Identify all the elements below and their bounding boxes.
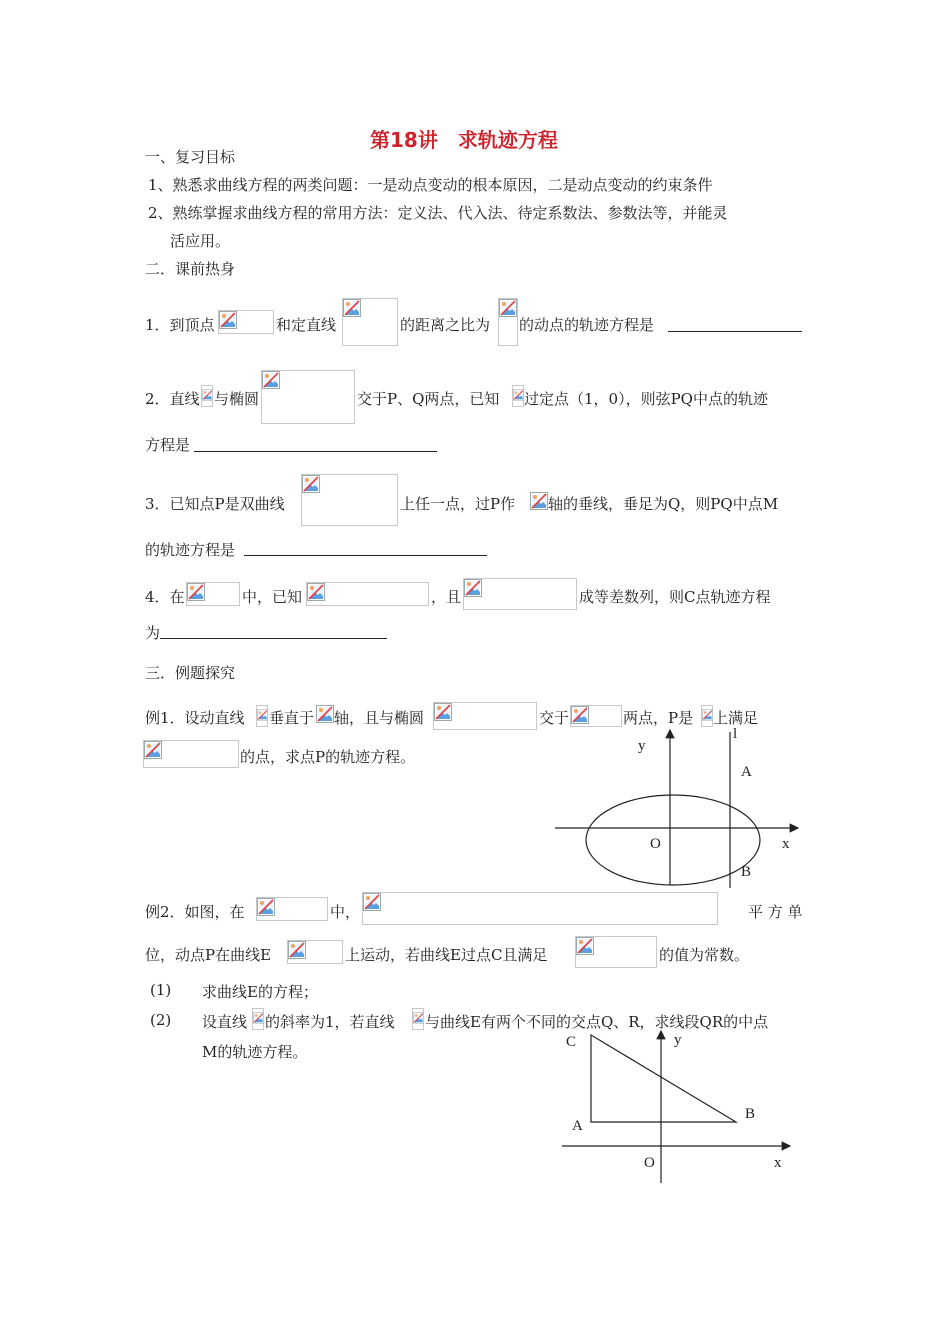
image-placeholder-icon [434, 703, 452, 721]
ellipse-figure [550, 720, 810, 890]
formula-image [342, 298, 398, 346]
q2-text-d: M的轨迹方程。 [202, 1043, 308, 1061]
formula-image [575, 936, 657, 968]
image-placeholder-icon [257, 706, 268, 724]
label-B: B [741, 864, 752, 880]
formula-image [261, 370, 355, 424]
formula-image [433, 702, 537, 730]
ex2-text-b: 中， [330, 903, 361, 921]
formula-image [463, 578, 577, 610]
ex1-text-b: 垂直于 [269, 709, 315, 727]
p1-text-c: 的距离之比为 [400, 316, 491, 334]
goal-1: 1、熟悉求曲线方程的两类问题：一是动点变动的根本原因，二是动点变动的约束条件 [148, 176, 713, 194]
image-placeholder-icon [576, 937, 594, 955]
ex2-text-e: 上运动，若曲线E过点C且满足 [345, 946, 548, 964]
formula-image [186, 582, 240, 606]
p4-text-c: ，且 [431, 588, 462, 606]
image-placeholder-icon [363, 893, 381, 911]
goal-2-line-1: 2、熟练掌握求曲线方程的常用方法：定义法、代入法、待定系数法、参数法等，并能灵 [148, 204, 728, 222]
section-2-heading: 二．课前热身 [145, 260, 236, 278]
p2-text-a: 2．直线 [145, 390, 200, 408]
p4-text-a: 4．在 [145, 588, 185, 606]
ex1-text-a: 例1．设动直线 [145, 709, 245, 727]
image-placeholder-icon [316, 705, 334, 723]
ex1-text-c: 轴，且与椭圆 [334, 709, 425, 727]
q2-text-c: 与曲线E有两个不同的交点Q、R，求线段QR的中点 [425, 1013, 769, 1031]
ex1-text-f: 上满足 [713, 709, 759, 727]
p3-text-c: 轴的垂线，垂足为Q，则PQ中点M [548, 495, 779, 513]
formula-image [512, 385, 524, 407]
answer-blank [244, 555, 487, 556]
image-placeholder-icon [187, 583, 205, 601]
ex2-text-d: 位，动点P在曲线E [145, 946, 272, 964]
p4-text-d: 成等差数列，则C点轨迹方程 [579, 588, 771, 606]
formula-image [256, 897, 328, 921]
image-placeholder-icon [253, 1009, 264, 1027]
image-placeholder-icon [513, 386, 524, 404]
formula-image [301, 474, 398, 526]
p3-text-b: 上任一点，过P作 [400, 495, 516, 513]
q1-number: (1) [150, 981, 172, 999]
label-B: B [745, 1106, 756, 1122]
page-title: 第18讲 求轨迹方程 [370, 128, 558, 152]
formula-image [256, 705, 268, 727]
ex1-text-g: 的点，求点P的轨迹方程。 [240, 748, 416, 766]
image-placeholder-icon [257, 898, 275, 916]
ex1-text-d: 交于 [539, 709, 570, 727]
label-O: O [650, 836, 661, 852]
formula-image [201, 385, 213, 407]
p4-text-e: 为 [145, 624, 161, 642]
image-placeholder-icon [302, 475, 320, 493]
label-C: C [566, 1034, 577, 1050]
formula-image [306, 582, 429, 606]
ellipse [586, 795, 760, 885]
image-placeholder-icon [262, 371, 280, 389]
image-placeholder-icon [499, 299, 517, 317]
answer-blank [160, 638, 387, 639]
formula-image [412, 1008, 424, 1030]
section-1-heading: 一、复习目标 [145, 148, 236, 166]
q2-text-b: 的斜率为1，若直线 [265, 1013, 395, 1031]
label-x: x [782, 836, 790, 852]
ex2-text-a: 例2．如图，在 [145, 903, 245, 921]
image-placeholder-icon [413, 1009, 424, 1027]
formula-image [530, 492, 548, 512]
p1-text-a: 1．到顶点 [145, 316, 215, 334]
p2-text-d: 过定点（1，0），则弦PQ中点的轨迹 [524, 390, 768, 408]
ex1-text-e: 两点，P是 [623, 709, 694, 727]
formula-image [218, 310, 274, 334]
formula-image [287, 940, 343, 964]
p2-text-e: 方程是 [145, 436, 191, 454]
formula-image [362, 892, 718, 925]
p2-text-b: 与椭圆 [214, 390, 260, 408]
p1-text-b: 和定直线 [276, 316, 337, 334]
formula-image [316, 705, 334, 725]
p3-text-d: 的轨迹方程是 [145, 541, 236, 559]
p3-text-a: 3．已知点P是双曲线 [145, 495, 285, 513]
q2-number: (2) [150, 1011, 172, 1029]
image-placeholder-icon [288, 941, 306, 959]
answer-blank [668, 331, 802, 332]
image-placeholder-icon [530, 492, 548, 510]
triangle-ABC [591, 1035, 736, 1122]
q1-text: 求曲线E的方程； [202, 983, 318, 1001]
image-placeholder-icon [219, 311, 237, 329]
ex2-text-c: 平 方 单 [748, 903, 803, 921]
label-O: O [644, 1155, 655, 1171]
ex2-text-f: 的值为常数。 [659, 946, 750, 964]
p2-text-c: 交于P、Q两点，已知 [357, 390, 500, 408]
answer-blank [194, 451, 437, 452]
label-y: y [674, 1032, 682, 1048]
image-placeholder-icon [202, 386, 213, 404]
p1-text-d: 的动点的轨迹方程是 [519, 316, 655, 334]
p4-text-b: 中，已知 [242, 588, 303, 606]
label-l: l [733, 726, 738, 742]
image-placeholder-icon [464, 579, 482, 597]
triangle-figure [560, 1025, 800, 1185]
image-placeholder-icon [144, 741, 162, 759]
goal-2-line-2: 活应用。 [170, 232, 231, 250]
label-y: y [638, 738, 646, 754]
section-3-heading: 三．例题探究 [145, 664, 236, 682]
formula-image [143, 740, 239, 768]
q2-text-a: 设直线 [202, 1013, 248, 1031]
label-A: A [741, 764, 752, 780]
formula-image [252, 1008, 264, 1030]
formula-image [498, 298, 518, 346]
image-placeholder-icon [343, 299, 361, 317]
image-placeholder-icon [307, 583, 325, 601]
label-x: x [774, 1155, 782, 1171]
label-A: A [572, 1118, 583, 1134]
